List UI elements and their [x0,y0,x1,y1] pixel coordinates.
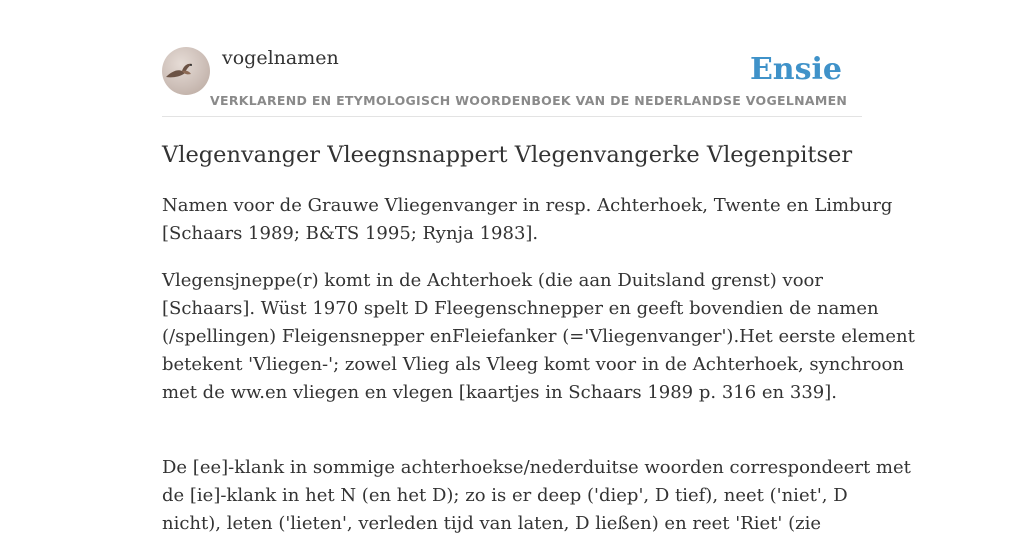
text-line: De [ee]-klank in sommige achterhoekse/nederduitse woorden correspondeert met [162,457,911,478]
entry-body [162,192,915,557]
text-line: [Schaars 1989; B&TS 1995; Rynja 1983]. [162,223,539,244]
text-line: Namen voor de Grauwe Vliegenvanger in resp. Achterhoek, Twente en Limburg [162,195,893,216]
paragraph [162,454,911,538]
site-title[interactable]: vogelnamen [222,47,339,69]
avatar[interactable] [162,47,210,95]
bird-icon [162,47,210,95]
text-line: betekent 'Vliegen-'; zowel Vlieg als Vleeg komt voor in de Achterhoek, synchroon [162,354,904,375]
text-line: de [ie]-klank in het N (en het D); zo is er deep ('diep', D tief), neet ('niet', D [162,485,848,506]
spacer [162,426,864,454]
text-line: [Schaars]. Wüst 1970 spelt D Fleegenschnepper en geeft bovendien de namen [162,298,879,319]
site-header [162,46,862,117]
entry-title: Vlegenvanger Vleegnsnappert Vlegenvangerke Vlegenpitser [162,142,853,168]
brand-logo[interactable]: Ensie [749,52,842,87]
paragraph [162,267,915,407]
text-line: nicht), leten ('lieten', verleden tijd van laten, D ließen) en reet 'Riet' (zie [162,513,821,534]
text-line: (/spellingen) Fleigensnepper enFleiefanker (='Vliegenvanger').Het eerste element [162,326,915,347]
paragraph [162,192,893,248]
site-subtitle: VERKLAREND EN ETYMOLOGISCH WOORDENBOEK VAN DE NEDERLANDSE VOGELNAMEN [210,93,848,108]
text-line: met de ww.en vliegen en vlegen [kaartjes in Schaars 1989 p. 316 en 339]. [162,382,837,403]
text-line: Vlegensjneppe(r) komt in de Achterhoek (die aan Duitsland grenst) voor [162,270,823,291]
